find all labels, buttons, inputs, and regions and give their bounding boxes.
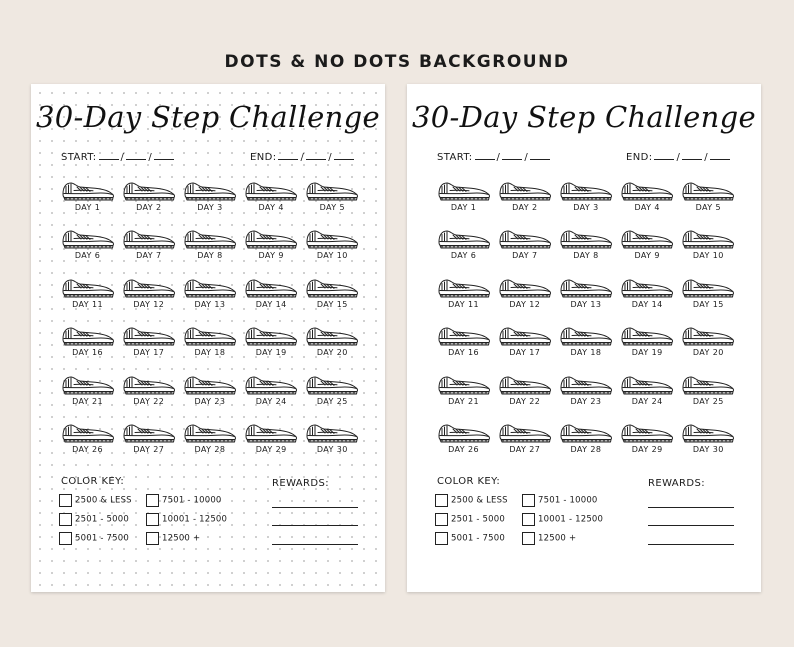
sneaker-icon[interactable]	[179, 226, 240, 250]
sneaker-icon[interactable]	[494, 323, 555, 347]
day-grid	[433, 176, 739, 466]
day-label: DAY 11	[448, 299, 480, 309]
sneaker-icon[interactable]	[678, 372, 739, 396]
day-cell[interactable]	[118, 273, 179, 321]
day-label: DAY 9	[634, 251, 660, 261]
sneaker-icon[interactable]	[302, 178, 363, 202]
sneaker-icon[interactable]	[678, 420, 739, 444]
color-key-item[interactable]: 7501 - 10000	[146, 494, 222, 507]
end-label: END:	[250, 152, 277, 163]
day-label: DAY 25	[692, 396, 724, 406]
day-label: DAY 13	[194, 299, 226, 309]
day-label: DAY 28	[570, 444, 602, 454]
day-cell[interactable]	[57, 370, 118, 418]
day-label: DAY 14	[631, 299, 663, 309]
sneaker-icon[interactable]	[179, 372, 240, 396]
day-cell[interactable]	[494, 273, 555, 321]
day-label: DAY 25	[316, 396, 348, 406]
day-cell[interactable]	[179, 224, 240, 272]
checkbox[interactable]	[59, 532, 72, 545]
day-cell[interactable]	[302, 176, 363, 224]
checkbox[interactable]	[522, 532, 535, 545]
color-key-item[interactable]: 7501 - 10000	[522, 494, 598, 507]
color-key-item[interactable]: 2501 - 5000	[435, 513, 505, 526]
sneaker-icon[interactable]	[617, 226, 678, 250]
checkbox[interactable]	[59, 494, 72, 507]
color-key-item[interactable]: 5001 - 7500	[59, 532, 129, 545]
day-label: DAY 12	[509, 299, 541, 309]
day-cell[interactable]	[118, 370, 179, 418]
day-cell[interactable]	[57, 273, 118, 321]
day-cell[interactable]	[57, 176, 118, 224]
checkbox[interactable]	[59, 513, 72, 526]
day-cell[interactable]	[617, 224, 678, 272]
sneaker-icon[interactable]	[433, 420, 494, 444]
day-label: DAY 9	[258, 251, 284, 261]
sneaker-icon[interactable]	[57, 226, 118, 250]
day-label: DAY 30	[692, 444, 724, 454]
day-cell[interactable]	[433, 321, 494, 369]
day-cell[interactable]	[678, 224, 739, 272]
rewards-line[interactable]	[648, 507, 734, 508]
day-cell[interactable]	[179, 321, 240, 369]
day-grid	[57, 176, 363, 466]
color-key-item[interactable]: 2500 & LESS	[435, 494, 508, 507]
day-label: DAY 20	[692, 348, 724, 358]
day-label: DAY 15	[692, 299, 724, 309]
sneaker-icon[interactable]	[57, 275, 118, 299]
day-label: DAY 23	[570, 396, 602, 406]
day-label: DAY 26	[72, 444, 104, 454]
sneaker-icon[interactable]	[678, 275, 739, 299]
day-label: DAY 7	[136, 251, 162, 261]
day-label: DAY 16	[448, 348, 480, 358]
day-label: DAY 21	[72, 396, 104, 406]
sneaker-icon[interactable]	[241, 323, 302, 347]
sneaker-icon[interactable]	[241, 372, 302, 396]
day-label: DAY 13	[570, 299, 602, 309]
day-label: DAY 1	[74, 203, 101, 212]
day-cell[interactable]	[494, 321, 555, 369]
rewards-title: REWARDS:	[272, 478, 330, 489]
planner-page-dots	[31, 84, 385, 592]
sneaker-icon[interactable]	[678, 323, 739, 347]
sneaker-icon[interactable]	[433, 178, 494, 202]
sneaker-icon[interactable]	[494, 420, 555, 444]
day-label: DAY 18	[194, 348, 226, 358]
day-cell[interactable]	[118, 321, 179, 369]
day-label: DAY 19	[631, 348, 663, 358]
day-label: DAY 7	[512, 251, 538, 261]
sneaker-icon[interactable]	[302, 323, 363, 347]
day-label: DAY 29	[631, 444, 663, 454]
rewards-title: REWARDS:	[648, 478, 706, 489]
day-cell[interactable]	[302, 370, 363, 418]
day-label: DAY 24	[631, 396, 663, 406]
color-key-item[interactable]: 10001 - 12500	[522, 513, 603, 526]
day-cell[interactable]	[494, 370, 555, 418]
day-label: DAY 26	[448, 444, 480, 454]
day-label: DAY 10	[316, 251, 348, 261]
day-cell[interactable]	[494, 224, 555, 272]
day-cell[interactable]	[555, 273, 616, 321]
sneaker-icon[interactable]	[118, 226, 179, 250]
banner-title: DOTS & NO DOTS BACKGROUND	[224, 52, 570, 72]
day-label: DAY 18	[570, 348, 602, 358]
rewards-line[interactable]	[272, 507, 358, 508]
sneaker-icon[interactable]	[617, 323, 678, 347]
sneaker-icon[interactable]	[57, 420, 118, 444]
sneaker-icon[interactable]	[57, 323, 118, 347]
sneaker-icon[interactable]	[179, 275, 240, 299]
sneaker-icon[interactable]	[118, 323, 179, 347]
day-cell[interactable]	[118, 176, 179, 224]
day-label: DAY 5	[695, 203, 722, 212]
start-label: START:	[61, 152, 97, 163]
sneaker-icon[interactable]	[302, 420, 363, 444]
day-cell[interactable]	[494, 176, 555, 224]
day-label: DAY 16	[72, 348, 104, 358]
day-cell[interactable]	[57, 224, 118, 272]
day-label: DAY 29	[255, 444, 287, 454]
sneaker-icon[interactable]	[118, 275, 179, 299]
day-cell[interactable]	[241, 370, 302, 418]
sneaker-icon[interactable]	[118, 178, 179, 202]
rewards-line[interactable]	[272, 525, 358, 526]
day-cell[interactable]	[678, 370, 739, 418]
day-label: DAY 3	[197, 203, 223, 212]
day-label: DAY 8	[197, 251, 223, 261]
sneaker-icon[interactable]	[433, 226, 494, 250]
day-cell[interactable]	[555, 224, 616, 272]
day-label: DAY 28	[194, 444, 226, 454]
sneaker-icon[interactable]	[555, 226, 616, 250]
sneaker-icon[interactable]	[241, 275, 302, 299]
sneaker-icon[interactable]	[179, 323, 240, 347]
page-title: 30-Day Step Challenge	[412, 100, 756, 134]
day-cell[interactable]	[494, 418, 555, 466]
day-cell[interactable]	[179, 370, 240, 418]
end-label: END:	[626, 152, 653, 163]
day-cell[interactable]	[678, 321, 739, 369]
day-cell[interactable]	[555, 321, 616, 369]
sneaker-icon[interactable]	[118, 420, 179, 444]
sneaker-icon[interactable]	[57, 178, 118, 202]
day-cell[interactable]	[433, 176, 494, 224]
day-cell[interactable]	[57, 321, 118, 369]
day-cell[interactable]	[433, 273, 494, 321]
start-label: START:	[437, 152, 473, 163]
day-label: DAY 5	[319, 203, 346, 212]
day-cell[interactable]	[179, 418, 240, 466]
sneaker-icon[interactable]	[433, 372, 494, 396]
day-label: DAY 10	[692, 251, 724, 261]
day-label: DAY 17	[509, 348, 541, 358]
day-cell[interactable]	[617, 418, 678, 466]
day-cell[interactable]	[241, 273, 302, 321]
sneaker-icon[interactable]	[678, 226, 739, 250]
day-label: DAY 8	[573, 251, 599, 261]
color-key-title: COLOR KEY:	[61, 476, 125, 487]
day-cell[interactable]	[617, 321, 678, 369]
day-cell[interactable]	[678, 273, 739, 321]
sneaker-icon[interactable]	[555, 323, 616, 347]
day-label: DAY 14	[255, 299, 287, 309]
day-cell[interactable]	[118, 418, 179, 466]
day-label: DAY 3	[573, 203, 599, 212]
sneaker-icon[interactable]	[241, 420, 302, 444]
day-cell[interactable]	[118, 224, 179, 272]
color-key-item[interactable]: 10001 - 12500	[146, 513, 227, 526]
day-label: DAY 21	[448, 396, 480, 406]
day-cell[interactable]	[678, 418, 739, 466]
sneaker-icon[interactable]	[302, 275, 363, 299]
day-label: DAY 22	[133, 396, 165, 406]
day-label: DAY 6	[450, 251, 477, 261]
day-cell[interactable]	[617, 176, 678, 224]
day-cell[interactable]	[302, 418, 363, 466]
color-key-item[interactable]: 2500 & LESS	[59, 494, 132, 507]
color-key-item[interactable]: 2501 - 5000	[59, 513, 129, 526]
day-cell[interactable]	[617, 370, 678, 418]
rewards-line[interactable]	[648, 525, 734, 526]
checkbox[interactable]	[435, 494, 448, 507]
day-cell[interactable]	[179, 273, 240, 321]
color-key-title: COLOR KEY:	[437, 476, 501, 487]
rewards-line[interactable]	[648, 544, 734, 545]
color-key-item[interactable]: 12500 +	[522, 532, 576, 545]
day-label: DAY 27	[509, 444, 541, 454]
sneaker-icon[interactable]	[678, 178, 739, 202]
sneaker-icon[interactable]	[241, 226, 302, 250]
checkbox[interactable]	[522, 494, 535, 507]
day-cell[interactable]	[241, 176, 302, 224]
checkbox[interactable]	[146, 513, 159, 526]
day-cell[interactable]	[678, 176, 739, 224]
sneaker-icon[interactable]	[118, 372, 179, 396]
sneaker-icon[interactable]	[433, 275, 494, 299]
day-label: DAY 17	[133, 348, 165, 358]
color-key-item[interactable]: 12500 +	[146, 532, 200, 545]
rewards-line[interactable]	[272, 544, 358, 545]
sneaker-icon[interactable]	[494, 372, 555, 396]
day-label: DAY 11	[72, 299, 104, 309]
sneaker-icon[interactable]	[617, 178, 678, 202]
sneaker-icon[interactable]	[494, 178, 555, 202]
day-cell[interactable]	[617, 273, 678, 321]
day-label: DAY 20	[316, 348, 348, 358]
day-label: DAY 4	[634, 203, 660, 212]
sneaker-icon[interactable]	[494, 275, 555, 299]
day-label: DAY 19	[255, 348, 287, 358]
sneaker-icon[interactable]	[494, 226, 555, 250]
start-date-field[interactable]: START: / /	[61, 150, 176, 163]
sneaker-icon[interactable]	[241, 178, 302, 202]
day-label: DAY 2	[512, 203, 538, 212]
sneaker-icon[interactable]	[433, 323, 494, 347]
sneaker-icon[interactable]	[302, 372, 363, 396]
page-title: 30-Day Step Challenge	[36, 100, 380, 134]
day-label: DAY 15	[316, 299, 348, 309]
day-label: DAY 27	[133, 444, 165, 454]
day-cell[interactable]	[302, 273, 363, 321]
sneaker-icon[interactable]	[617, 372, 678, 396]
sneaker-icon[interactable]	[617, 275, 678, 299]
checkbox[interactable]	[522, 513, 535, 526]
day-cell[interactable]	[555, 370, 616, 418]
day-label: DAY 24	[255, 396, 287, 406]
day-label: DAY 23	[194, 396, 226, 406]
end-date-field[interactable]: END: / /	[626, 150, 732, 163]
sneaker-icon[interactable]	[555, 275, 616, 299]
sneaker-icon[interactable]	[302, 226, 363, 250]
checkbox[interactable]	[435, 532, 448, 545]
day-label: DAY 22	[509, 396, 541, 406]
day-label: DAY 6	[74, 251, 101, 261]
checkbox[interactable]	[146, 532, 159, 545]
day-label: DAY 1	[450, 203, 477, 212]
sneaker-icon[interactable]	[555, 372, 616, 396]
day-label: DAY 12	[133, 299, 165, 309]
checkbox[interactable]	[435, 513, 448, 526]
sneaker-icon[interactable]	[617, 420, 678, 444]
sneaker-icon[interactable]	[179, 178, 240, 202]
sneaker-icon[interactable]	[555, 178, 616, 202]
sneaker-icon[interactable]	[179, 420, 240, 444]
end-date-field[interactable]: END: / /	[250, 150, 356, 163]
sneaker-icon[interactable]	[57, 372, 118, 396]
start-date-field[interactable]: START: / /	[437, 150, 552, 163]
day-cell[interactable]	[433, 370, 494, 418]
day-cell[interactable]	[241, 418, 302, 466]
day-cell[interactable]	[302, 321, 363, 369]
day-cell[interactable]	[57, 418, 118, 466]
sneaker-icon[interactable]	[555, 420, 616, 444]
day-cell[interactable]	[555, 418, 616, 466]
color-key-item[interactable]: 5001 - 7500	[435, 532, 505, 545]
day-cell[interactable]	[241, 224, 302, 272]
day-label: DAY 2	[136, 203, 162, 212]
day-cell[interactable]	[433, 418, 494, 466]
day-cell[interactable]	[433, 224, 494, 272]
checkbox[interactable]	[146, 494, 159, 507]
day-cell[interactable]	[179, 176, 240, 224]
day-label: DAY 4	[258, 203, 284, 212]
day-cell[interactable]	[302, 224, 363, 272]
day-cell[interactable]	[555, 176, 616, 224]
planner-page-no-dots	[407, 84, 761, 592]
day-label: DAY 30	[316, 444, 348, 454]
day-cell[interactable]	[241, 321, 302, 369]
